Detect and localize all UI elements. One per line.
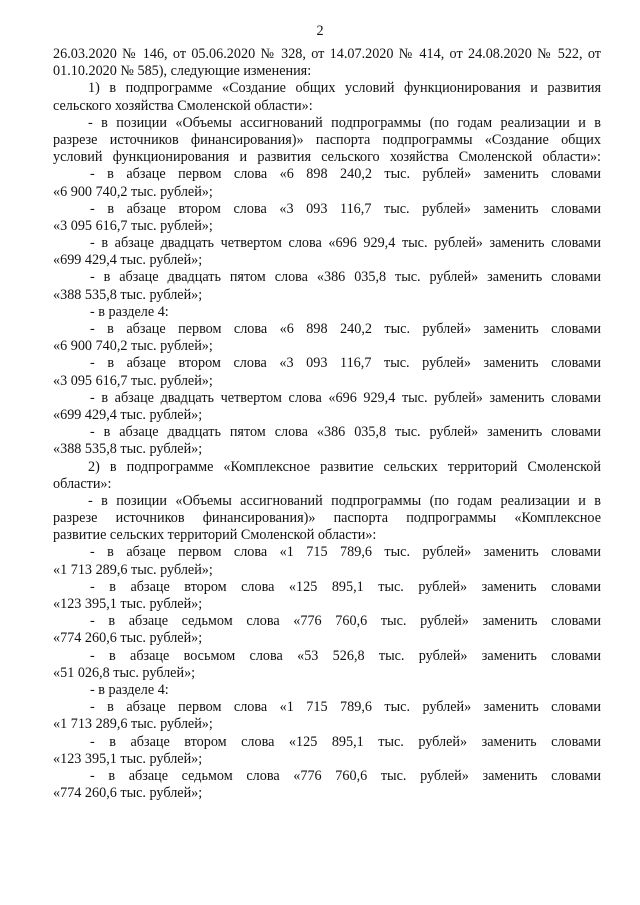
text-line: «123 395,1 тыс. рублей»; xyxy=(53,750,203,767)
text-line: 2) в подпрограмме «Комплексное развитие сельских территорий Смоленской xyxy=(88,458,601,475)
text-line: «699 429,4 тыс. рублей»; xyxy=(53,406,203,423)
text-line: «3 095 616,7 тыс. рублей»; xyxy=(53,217,213,234)
text-line: «1 713 289,6 тыс. рублей»; xyxy=(53,716,213,733)
text-line: сельского хозяйства Смоленской области»: xyxy=(53,97,313,114)
text-line: - в абзаце двадцать пятом слова «386 035,8 тыс. рублей» заменить словами xyxy=(90,424,601,441)
text-line: разрезе источников финансирования)» паспорта подпрограммы «Создание общих xyxy=(53,131,601,148)
text-line: «774 260,6 тыс. рублей»; xyxy=(53,785,203,802)
text-line: - в абзаце двадцать четвертом слова «696 929,4 тыс. рублей» заменить словами xyxy=(90,235,601,252)
text-line: - в абзаце двадцать четвертом слова «696 929,4 тыс. рублей» заменить словами xyxy=(90,389,601,406)
text-line: «6 900 740,2 тыс. рублей»; xyxy=(53,338,213,355)
text-line: - в абзаце седьмом слова «776 760,6 тыс. рублей» заменить словами xyxy=(90,767,601,784)
text-line: «699 429,4 тыс. рублей»; xyxy=(53,252,203,269)
text-line: - в абзаце втором слова «3 093 116,7 тыс. рублей» заменить словами xyxy=(90,200,601,217)
text-line: - в абзаце первом слова «6 898 240,2 тыс. рублей» заменить словами xyxy=(90,166,601,183)
text-line: - в абзаце втором слова «125 895,1 тыс. рублей» заменить словами xyxy=(90,733,601,750)
text-line: области»: xyxy=(53,475,112,492)
text-line: 01.10.2020 № 585), следующие изменения: xyxy=(53,63,312,80)
text-line: - в позиции «Объемы ассигнований подпрограммы (по годам реализации и в xyxy=(88,114,601,131)
text-line: - в абзаце первом слова «6 898 240,2 тыс. рублей» заменить словами xyxy=(90,321,601,337)
page-number: 2 xyxy=(316,23,324,39)
document-body xyxy=(53,46,601,802)
text-line: «388 535,8 тыс. рублей»; xyxy=(53,441,203,458)
text-line: «123 395,1 тыс. рублей»; xyxy=(53,596,203,612)
text-line: 1) в подпрограмме «Создание общих условий функционирования и развития xyxy=(88,80,601,97)
text-line: «6 900 740,2 тыс. рублей»; xyxy=(53,183,213,200)
text-line: - в позиции «Объемы ассигнований подпрограммы (по годам реализации и в xyxy=(88,492,601,509)
text-line: разрезе источников финансирования)» паспорта подпрограммы «Комплексное xyxy=(53,510,601,527)
text-line: «51 026,8 тыс. рублей»; xyxy=(53,664,196,681)
text-line: - в абзаце седьмом слова «776 760,6 тыс. рублей» заменить словами xyxy=(90,613,601,630)
text-line: развитие сельских территорий Смоленской области»: xyxy=(53,527,377,544)
text-line: условий функционирования и развития сельского хозяйства Смоленской области»: xyxy=(53,149,601,166)
text-line: - в абзаце втором слова «125 895,1 тыс. рублей» заменить словами xyxy=(90,578,601,595)
text-line: - в разделе 4: xyxy=(90,681,169,698)
text-line: - в разделе 4: xyxy=(90,303,169,320)
text-line: «774 260,6 тыс. рублей»; xyxy=(53,630,203,647)
text-line: «388 535,8 тыс. рублей»; xyxy=(53,286,203,303)
text-line: - в абзаце двадцать пятом слова «386 035,8 тыс. рублей» заменить словами xyxy=(90,269,601,286)
text-line: - в абзаце первом слова «1 715 789,6 тыс. рублей» заменить словами xyxy=(90,544,601,561)
text-line: «1 713 289,6 тыс. рублей»; xyxy=(53,561,213,578)
text-line: «3 095 616,7 тыс. рублей»; xyxy=(53,372,213,389)
text-line: 26.03.2020 № 146, от 05.06.2020 № 328, от 14.07.2020 № 414, от 24.08.2020 № 522, от xyxy=(53,46,601,62)
text-line: - в абзаце первом слова «1 715 789,6 тыс. рублей» заменить словами xyxy=(90,699,601,716)
text-line: - в абзаце втором слова «3 093 116,7 тыс. рублей» заменить словами xyxy=(90,355,601,372)
text-line: - в абзаце восьмом слова «53 526,8 тыс. рублей» заменить словами xyxy=(90,647,601,664)
